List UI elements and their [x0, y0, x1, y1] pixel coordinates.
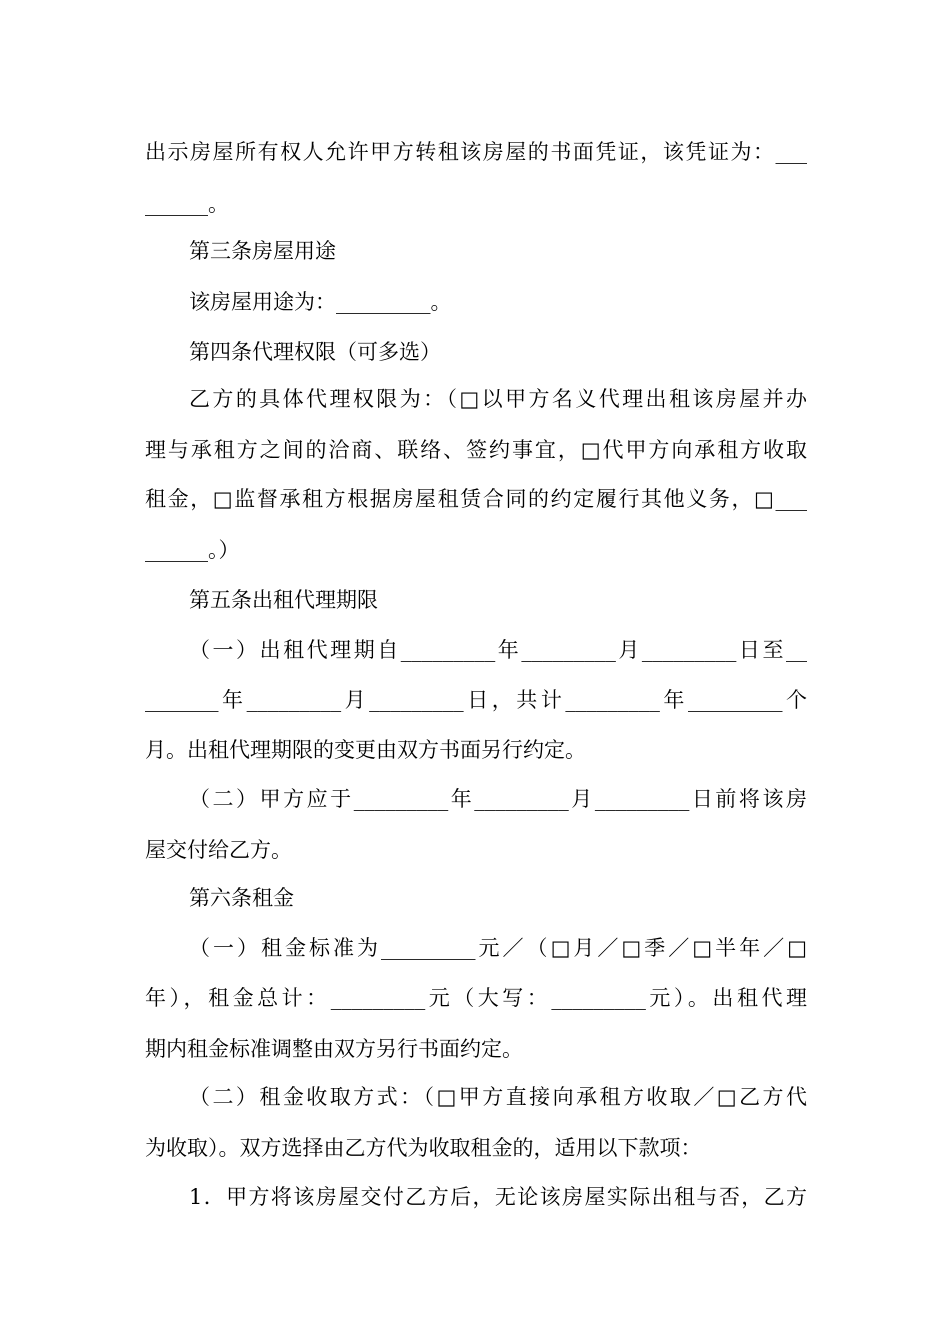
paragraph-line: （一）出租代理期自_________年_________月_________日至__: [189, 638, 807, 662]
paragraph-line: 乙方的具体代理权限为：（□以甲方名义代理出租该房屋并办: [189, 387, 807, 411]
paragraph-line: 租金，□监督承租方根据房屋租赁合同的约定履行其他义务，□___: [145, 487, 807, 511]
paragraph-line: 为收取）。双方选择由乙方代为收取租金的，适用以下款项：: [145, 1136, 702, 1160]
paragraph-line: ______。: [145, 192, 229, 216]
paragraph-line: 月。出租代理期限的变更由双方书面另行约定。: [145, 738, 586, 762]
paragraph-line: 理与承租方之间的洽商、联络、签约事宜，□代甲方向承租方收取: [145, 438, 807, 462]
paragraph-line: 该房屋用途为：_________。: [189, 290, 452, 314]
section-heading: 第六条租金: [189, 886, 294, 910]
paragraph-line: _______年_________月_________日，共计_________年_________个: [145, 688, 807, 712]
paragraph-line: ______。）: [145, 538, 240, 562]
paragraph-line: 年），租金总计：_________元（大写：_________元）。出租代理: [145, 986, 807, 1010]
section-heading: 第四条代理权限（可多选）: [189, 340, 441, 364]
paragraph-line: （二）租金收取方式：（□甲方直接向承租方收取／□乙方代: [189, 1085, 807, 1109]
paragraph-line: 屋交付给乙方。: [145, 838, 292, 862]
paragraph-line: 出示房屋所有权人允许甲方转租该房屋的书面凭证，该凭证为：___: [145, 140, 807, 164]
paragraph-line: （二）甲方应于_________年_________月_________日前将该房: [189, 787, 807, 811]
paragraph-line: 期内租金标准调整由双方另行书面约定。: [145, 1037, 523, 1061]
paragraph-line: 1．甲方将该房屋交付乙方后，无论该房屋实际出租与否，乙方: [189, 1185, 807, 1209]
section-heading: 第五条出租代理期限: [189, 588, 378, 612]
paragraph-line: （一）租金标准为_________元／（□月／□季／□半年／□: [189, 936, 807, 960]
section-heading: 第三条房屋用途: [189, 239, 336, 263]
